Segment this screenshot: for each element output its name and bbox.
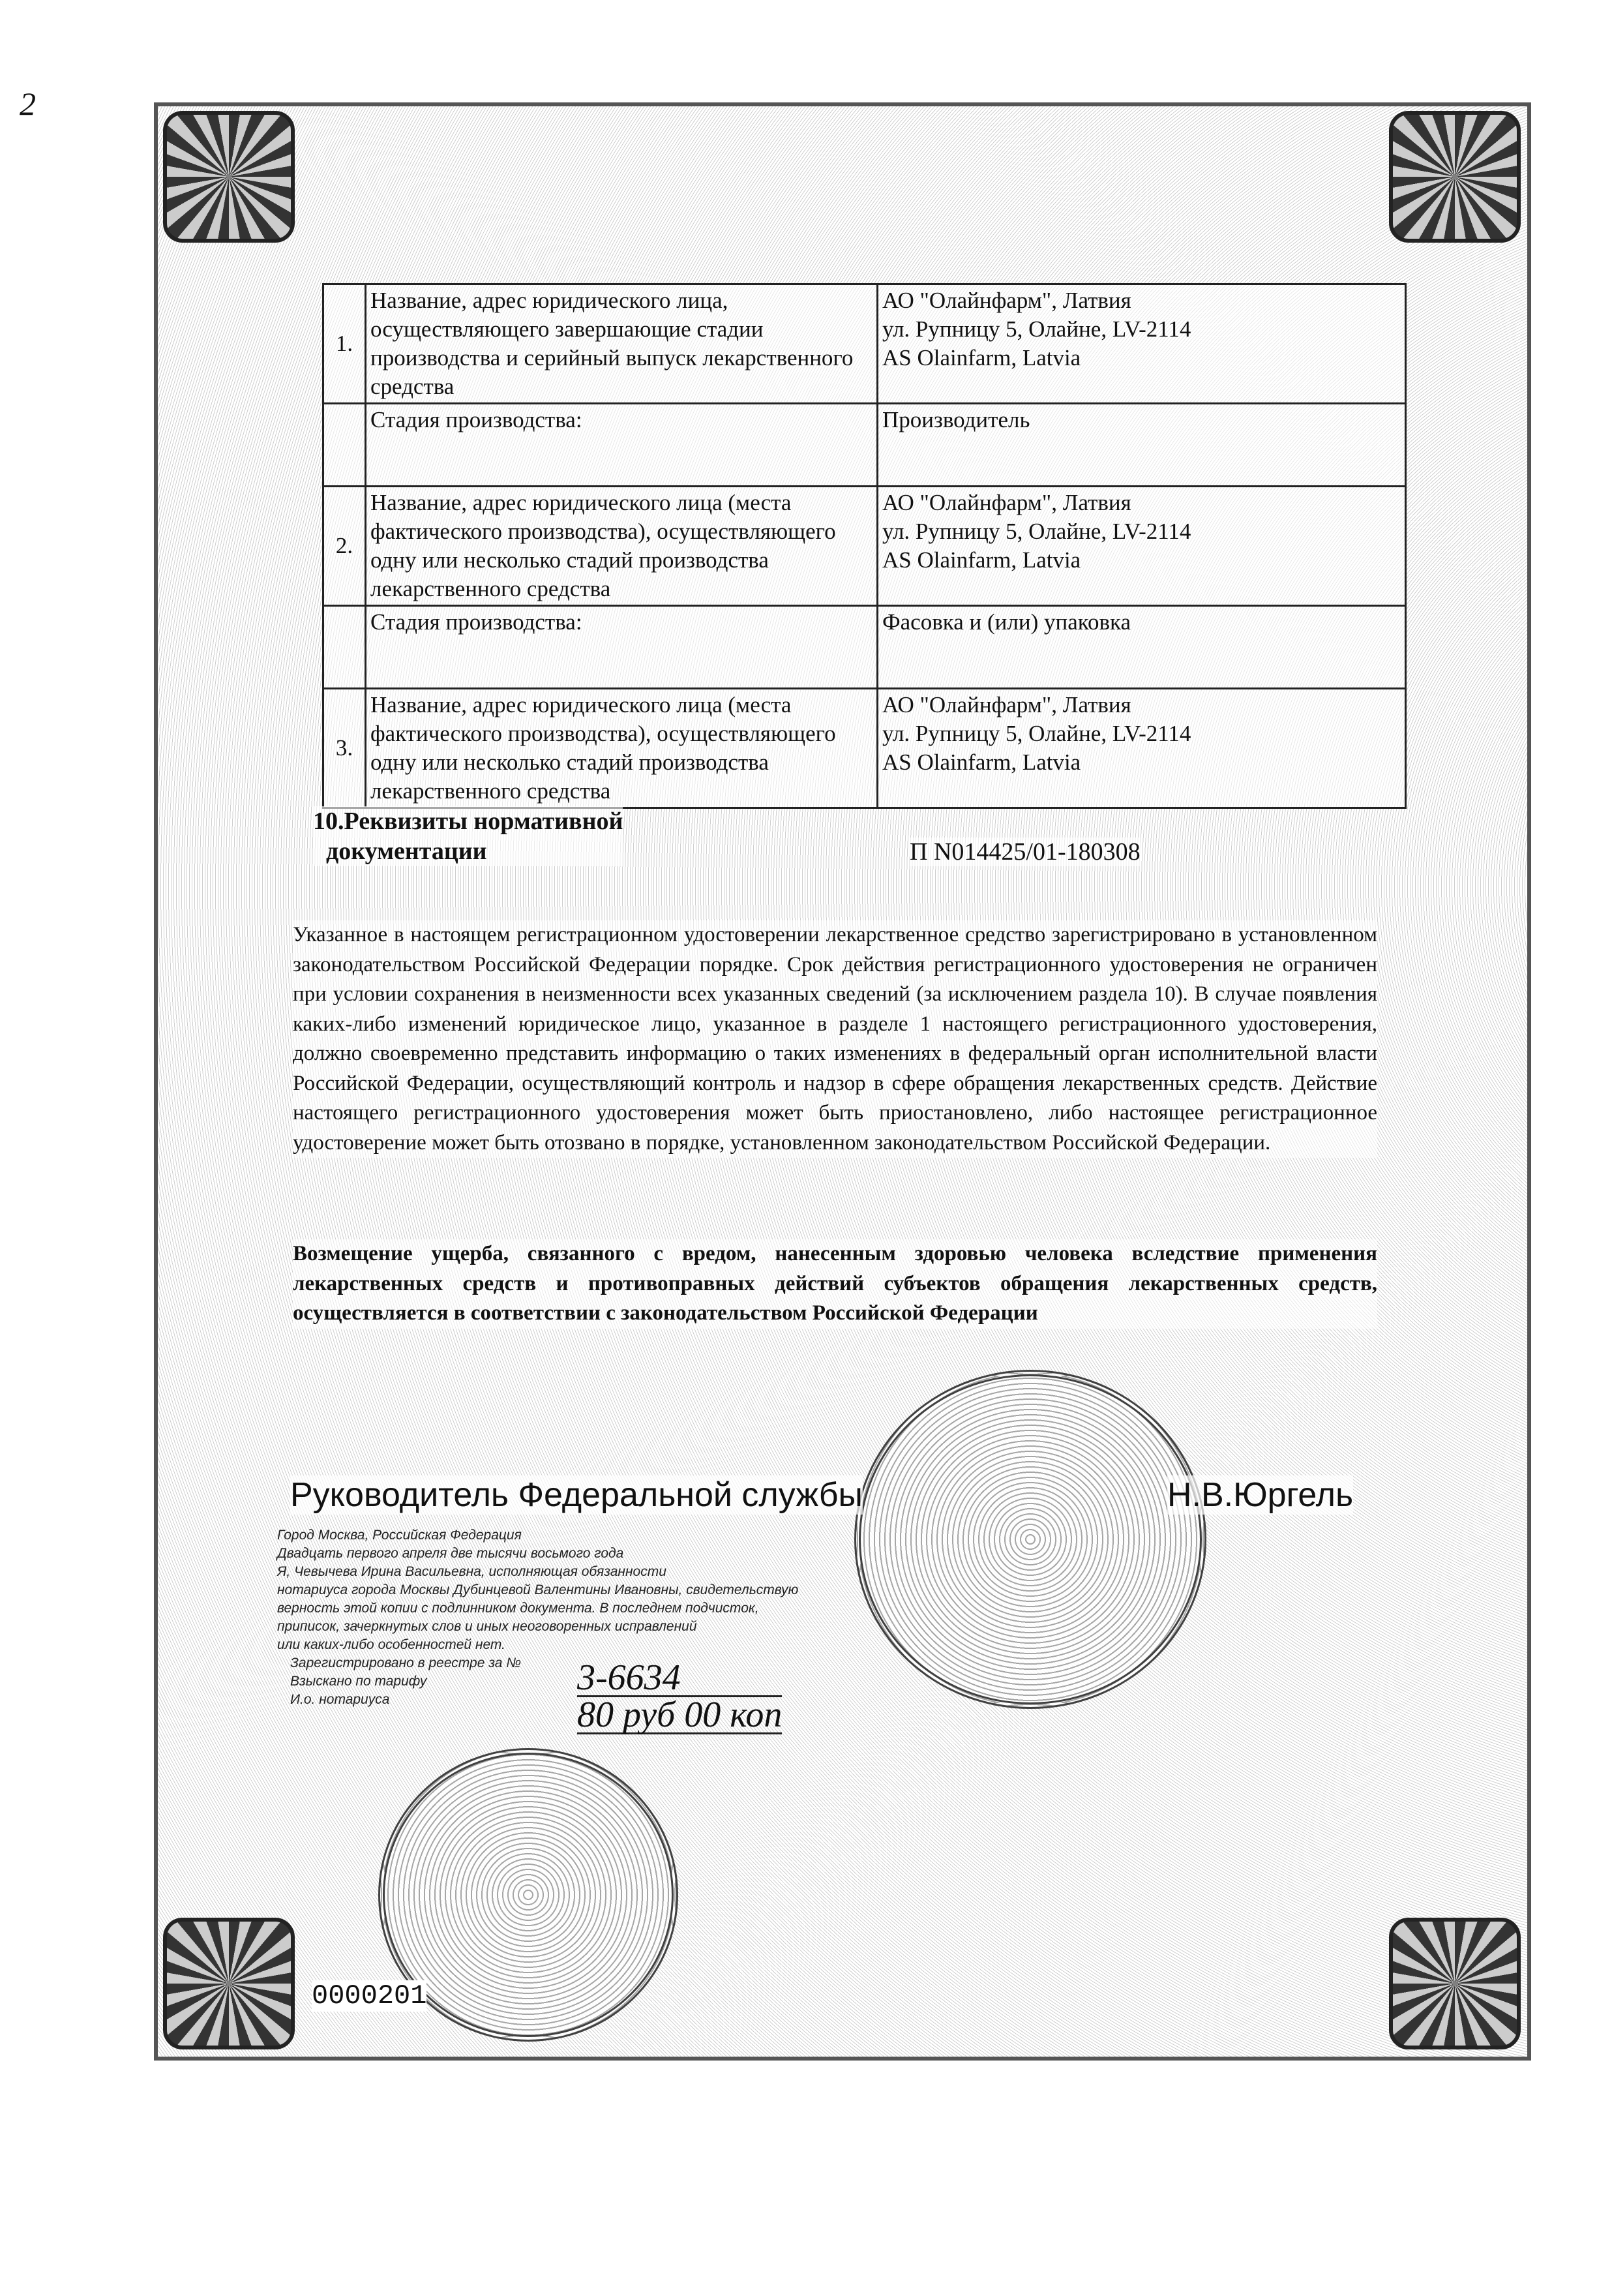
notary-line: верность этой копии с подлинником документа. В последнем подчисток,	[277, 1601, 759, 1616]
corner-ornament-icon	[163, 111, 295, 243]
value-line: ул. Рупницу 5, Олайне, LV-2114	[882, 519, 1191, 544]
row-label: Стадия производства:	[366, 606, 878, 689]
corner-ornament-icon	[1389, 1918, 1521, 2049]
value-line: AS Olainfarm, Latvia	[882, 749, 1081, 775]
notary-line: Взыскано по тарифу	[290, 1674, 427, 1689]
manufacturers-table	[322, 283, 1407, 809]
notary-line: И.о. нотариуса	[290, 1692, 390, 1707]
row-value	[878, 606, 1406, 689]
value-line: АО "Олайнфарм", Латвия	[882, 490, 1131, 515]
serial-number: 0000201	[312, 1980, 427, 2012]
section-title-line: документации	[326, 838, 487, 865]
notary-line: Я, Чевычева Ирина Васильевна, исполняющая обязанности	[277, 1564, 666, 1579]
row-number: 3.	[323, 689, 366, 808]
signatory-name: Н.В.Юргель	[1167, 1476, 1354, 1514]
normative-doc-number: П N014425/01-180308	[910, 838, 1141, 866]
section-10-title	[313, 806, 623, 866]
row-number: 2.	[323, 487, 366, 606]
fee-amount: 80 руб 00 коп	[577, 1695, 783, 1735]
row-label: Название, адрес юридического лица, осуществляющего завершающие стадии производства и серийный выпуск лекарственного средства	[366, 284, 878, 404]
row-label: Стадия производства:	[366, 404, 878, 487]
official-seal	[854, 1370, 1206, 1709]
page-number-mark: 2	[20, 85, 36, 122]
notary-line: Двадцать первого апреля две тысячи восьмого года	[277, 1546, 624, 1561]
registry-number: 3-6634	[577, 1660, 782, 1697]
row-number	[323, 404, 366, 487]
table-row	[323, 404, 1406, 487]
notary-line: или каких-либо особенностей нет.	[277, 1637, 505, 1652]
damage-paragraph: Возмещение ущерба, связанного с вредом, нанесенным здоровью человека вследствие применения лекарственных средств и противоправных действий субъектов обращения лекарственных средств, осуществляется в соответствии с законодательством Российской Федерации	[293, 1239, 1377, 1329]
validity-paragraph: Указанное в настоящем регистрационном удостоверении лекарственное средство зарегистрировано в установленном законодательством Российской Федерации порядке. Срок действия регистрационного удостоверения не ограничен при условии сохранения в неизменности всех указанных сведений (за исключением раздела 10). В случае появления каких-либо изменений юридическое лицо, указанное в разделе 1 настоящего регистрационного удостоверения, должно своевременно представить информацию о таких изменениях в федеральный орган исполнительной власти Российской Федерации, осуществляющий контроль и надзор в сфере обращения лекарственных средств. Действие настоящего регистрационного удостоверения может быть приостановлено, либо настоящее регистрационное удостоверение может быть отозвано в порядке, установленном законодательством Российской Федерации.	[293, 920, 1377, 1158]
value-line: AS Olainfarm, Latvia	[882, 547, 1081, 573]
signatory-title: Руководитель Федеральной службы	[290, 1476, 863, 1514]
table-row	[323, 606, 1406, 689]
section-title-line: 10.Реквизиты нормативной	[313, 808, 623, 835]
handwritten-registry	[577, 1657, 783, 1735]
row-value	[878, 487, 1406, 606]
value-line: Производитель	[882, 407, 1030, 432]
value-line: ул. Рупницу 5, Олайне, LV-2114	[882, 721, 1191, 746]
corner-ornament-icon	[163, 1918, 295, 2049]
table-row	[323, 284, 1406, 404]
value-line: ул. Рупницу 5, Олайне, LV-2114	[882, 316, 1191, 342]
row-label: Название, адрес юридического лица (места фактического производства), осуществляющего одну или несколько стадий производства лекарственного средства	[366, 487, 878, 606]
notary-line: Зарегистрировано в реестре за №	[290, 1655, 522, 1670]
row-value	[878, 689, 1406, 808]
row-number	[323, 606, 366, 689]
notary-line: приписок, зачеркнутых слов и иных неоговоренных исправлений	[277, 1619, 697, 1634]
value-line: АО "Олайнфарм", Латвия	[882, 288, 1131, 313]
row-value	[878, 404, 1406, 487]
table-row	[323, 487, 1406, 606]
notary-line: нотариуса города Москвы Дубинцевой Валентины Ивановны, свидетельствую	[277, 1582, 799, 1597]
corner-ornament-icon	[1389, 111, 1521, 243]
row-number: 1.	[323, 284, 366, 404]
value-line: Фасовка и (или) упаковка	[882, 609, 1131, 635]
value-line: AS Olainfarm, Latvia	[882, 345, 1081, 370]
notary-line: Город Москва, Российская Федерация	[277, 1528, 522, 1543]
row-value	[878, 284, 1406, 404]
value-line: АО "Олайнфарм", Латвия	[882, 692, 1131, 718]
table-row	[323, 689, 1406, 808]
row-label: Название, адрес юридического лица (места фактического производства), осуществляющего одну или несколько стадий производства лекарственного средства	[366, 689, 878, 808]
